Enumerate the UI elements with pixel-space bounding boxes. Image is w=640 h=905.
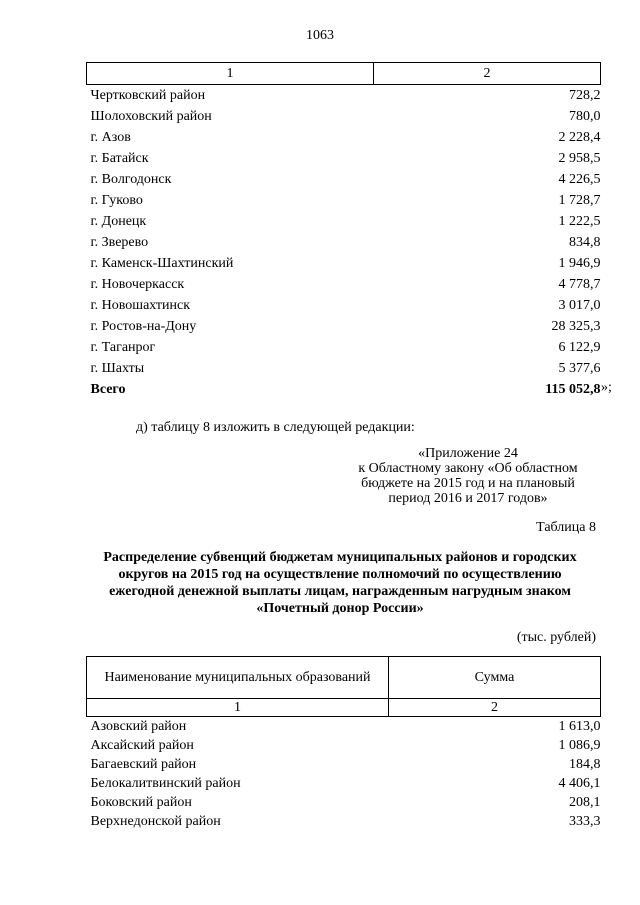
table-row bbox=[87, 337, 601, 358]
district-amount: 28 325,3 bbox=[551, 318, 601, 334]
district-name: г. Волгодонск bbox=[90, 171, 172, 187]
district-amount: 4 406,1 bbox=[558, 775, 601, 791]
table-row bbox=[87, 295, 601, 316]
table-header bbox=[87, 657, 601, 699]
appendix-law-reference: к Областному закону «Об областном бюджете на 2015 год и на плановый период 2016 и 2017 годов» bbox=[358, 461, 578, 506]
table-row bbox=[87, 755, 601, 774]
district-amount: 184,8 bbox=[569, 756, 601, 772]
district-name: г. Таганрог bbox=[90, 339, 156, 355]
header-amount: Сумма bbox=[389, 657, 601, 699]
district-name: Шолоховский район bbox=[90, 108, 212, 124]
district-amount: 1 728,7 bbox=[558, 192, 601, 208]
table-row bbox=[87, 211, 601, 232]
column-number-2: 2 bbox=[374, 63, 601, 85]
district-name: г. Зверево bbox=[90, 234, 149, 250]
appendix-reference bbox=[340, 446, 596, 506]
total-amount: 115 052,8 bbox=[545, 381, 601, 397]
subvention-table bbox=[86, 656, 601, 831]
table-row bbox=[87, 774, 601, 793]
table-label: Таблица 8 bbox=[536, 520, 596, 535]
district-amount: 333,3 bbox=[569, 813, 601, 829]
district-amount: 1 086,9 bbox=[558, 737, 601, 753]
table-row bbox=[87, 316, 601, 337]
district-name: Аксайский район bbox=[90, 737, 194, 753]
units-label: (тыс. рублей) bbox=[516, 630, 596, 645]
district-name: Белокалитвинский район bbox=[90, 775, 241, 791]
district-name: г. Шахты bbox=[90, 360, 145, 376]
district-name: г. Батайск bbox=[90, 150, 149, 166]
district-amount: 2 228,4 bbox=[558, 129, 601, 145]
district-amount: 6 122,9 bbox=[558, 339, 601, 355]
district-amount: 208,1 bbox=[569, 794, 601, 810]
total-row bbox=[87, 379, 601, 400]
table-row bbox=[87, 253, 601, 274]
table-row bbox=[87, 127, 601, 148]
table-row bbox=[87, 148, 601, 169]
district-amount: 4 778,7 bbox=[558, 276, 601, 292]
column-number-1: 1 bbox=[87, 699, 389, 717]
district-name: Багаевский район bbox=[90, 756, 197, 772]
district-name: г. Азов bbox=[90, 129, 131, 145]
table-row bbox=[87, 85, 601, 107]
district-name: г. Ростов-на-Дону bbox=[90, 318, 197, 334]
page-number: 1063 bbox=[306, 28, 334, 43]
table-row bbox=[87, 812, 601, 831]
district-amount: 2 958,5 bbox=[558, 150, 601, 166]
table-row bbox=[87, 169, 601, 190]
table-title: Распределение субвенций бюджетам муниципальных районов и городских округов на 2015 год на осуществление полномочий по осуществлению ежегодной денежной выплаты лицам, награжденным нагрудным знаком «Почетный донор России» bbox=[103, 550, 577, 616]
appendix-title: «Приложение 24 bbox=[418, 446, 518, 461]
district-amount: 1 613,0 bbox=[558, 718, 601, 734]
table-row bbox=[87, 793, 601, 812]
district-name: г. Новочеркасск bbox=[90, 276, 185, 292]
table-row bbox=[87, 106, 601, 127]
table-row bbox=[87, 736, 601, 755]
district-amount: 3 017,0 bbox=[558, 297, 601, 313]
district-amount: 1 946,9 bbox=[558, 255, 601, 271]
district-amount: 728,2 bbox=[569, 87, 601, 103]
district-name: Боковский район bbox=[90, 794, 192, 810]
total-closing-quote: »; bbox=[601, 380, 612, 395]
district-amount: 5 377,6 bbox=[558, 360, 601, 376]
district-name: г. Донецк bbox=[90, 213, 147, 229]
district-name: г. Новошахтинск bbox=[90, 297, 191, 313]
table-row bbox=[87, 190, 601, 211]
district-name: Азовский район bbox=[90, 718, 187, 734]
district-amount: 4 226,5 bbox=[558, 171, 601, 187]
total-label: Всего bbox=[90, 381, 126, 397]
column-number-1: 1 bbox=[87, 63, 374, 85]
table-row bbox=[87, 717, 601, 737]
amendment-instruction: д) таблицу 8 изложить в следующей редакции: bbox=[136, 420, 415, 435]
column-number-header bbox=[87, 699, 601, 717]
district-name: Чертковский район bbox=[90, 87, 206, 103]
table-row bbox=[87, 274, 601, 295]
district-amount: 834,8 bbox=[569, 234, 601, 250]
district-amount: 1 222,5 bbox=[558, 213, 601, 229]
continuation-table bbox=[86, 62, 601, 400]
header-municipality: Наименование муниципальных образований bbox=[87, 657, 389, 699]
column-number-2: 2 bbox=[389, 699, 601, 717]
district-amount: 780,0 bbox=[569, 108, 601, 124]
district-name: г. Каменск-Шахтинский bbox=[90, 255, 234, 271]
table-row bbox=[87, 358, 601, 379]
district-name: г. Гуково bbox=[90, 192, 143, 208]
district-name: Верхнедонской район bbox=[90, 813, 221, 829]
table-row bbox=[87, 232, 601, 253]
column-number-header bbox=[87, 63, 601, 85]
